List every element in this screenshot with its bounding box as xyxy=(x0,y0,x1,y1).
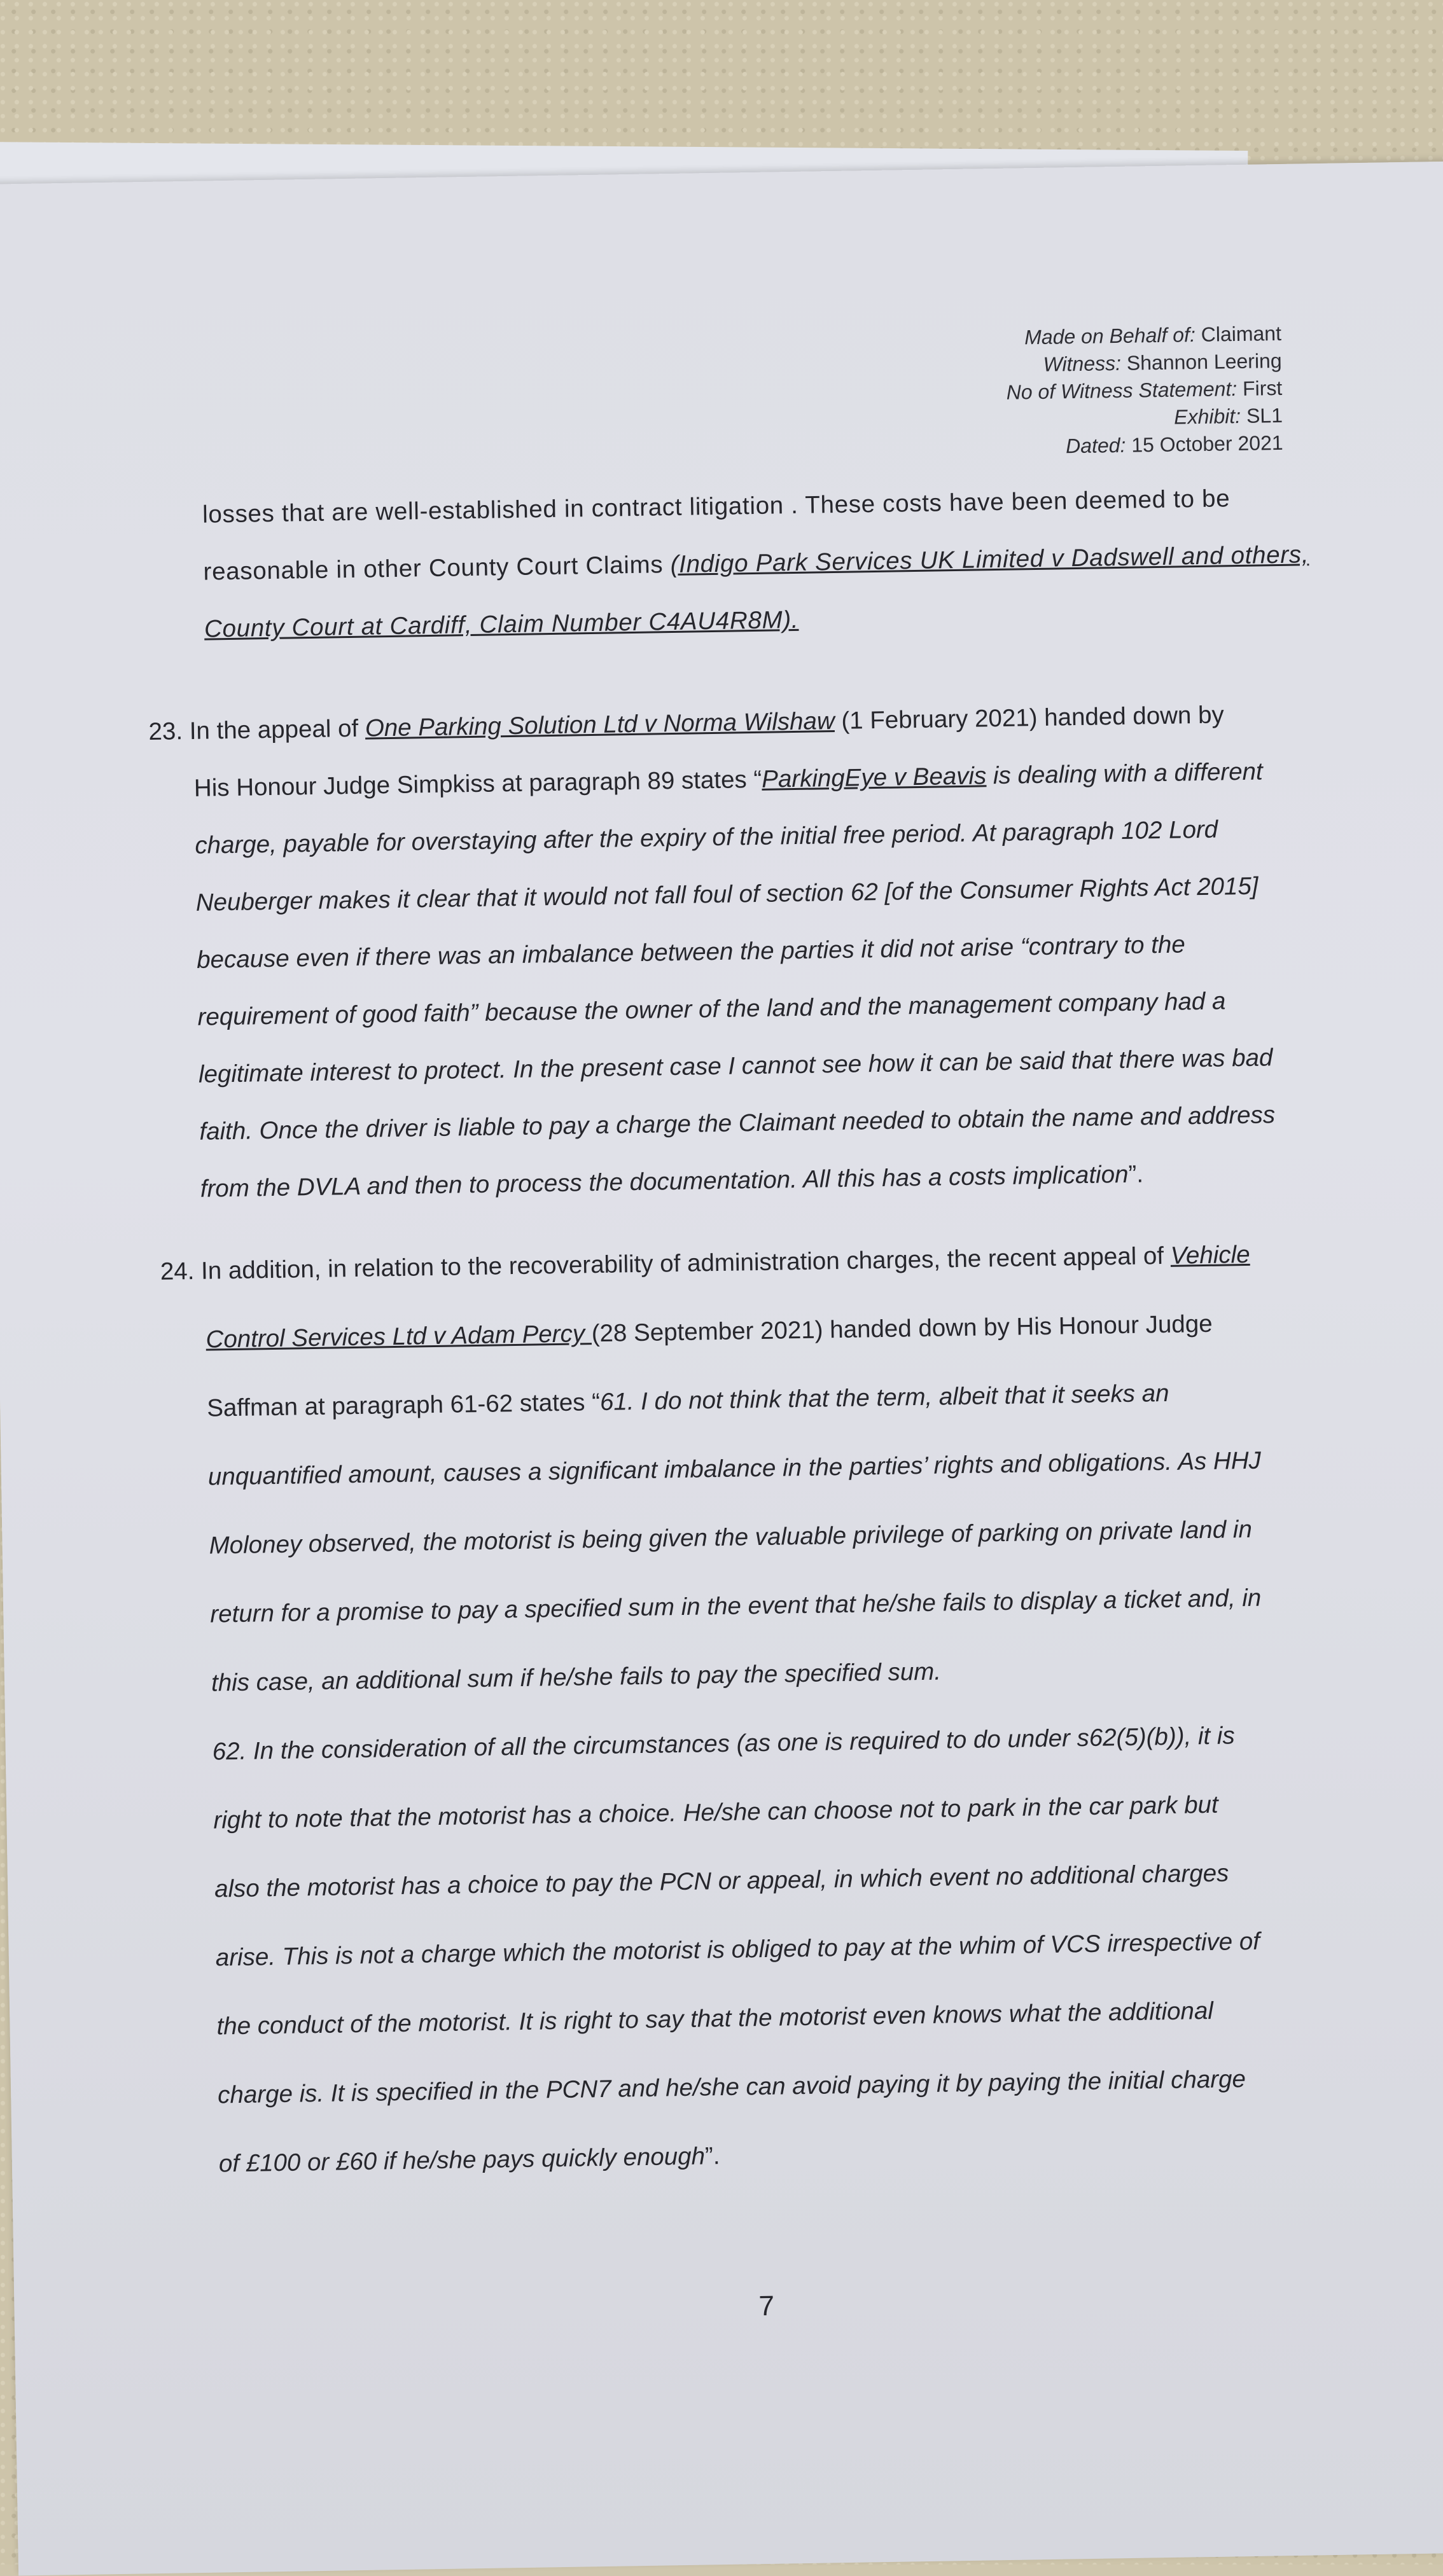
made-on-behalf-line: Made on Behalf of: Claimant xyxy=(1024,321,1282,349)
witness-statement-header xyxy=(1005,320,1283,461)
case-citation-indigo: (Indigo Park Services UK Limited v Dadswell and others, xyxy=(670,541,1309,579)
exhibit-line: Exhibit: SL1 xyxy=(1173,403,1283,429)
case-citation-cardiff: County Court at Cardiff, Claim Number C4AU4R8M). xyxy=(204,606,799,643)
witness-line: Witness: Shannon Leering xyxy=(1043,349,1282,376)
case-citation-beavis: ParkingEye v Beavis xyxy=(761,762,987,793)
dated-line: Dated: 15 October 2021 xyxy=(1065,431,1283,458)
paragraph-23: 23. In the appeal of One Parking Solution Ltd v Norma Wilshaw (1 February 2021) handed down by His Honour Judge Simpkiss at paragraph 89 states “ParkingEye v Beavis is dealing with a different charge, payable for overstaying after the expiry of the initial free period. At paragraph 102 Lord Neuberger makes it clear that it would not fall foul of section 62 [of the Consumer Rights Act 2015] because even if there was an imbalance between the parties it did not arise “contrary to the requirement of good faith” because the owner of the land and the management company had a legitimate interest to protect. In the present case I cannot see how it can be said that there was bad faith. Once the driver is liable to pay a charge the Claimant needed to obtain the name and address from the DVLA and then to process the documentation. All this has a costs implication”. xyxy=(148,701,1276,1203)
paragraph-22-continuation: losses that are well-established in contract litigation . These costs have been deemed to be reasonable in other County Court Claims (Indigo Park Services UK Limited v Dadswell and others, County Court at Cardiff, Claim Number C4AU4R8M). xyxy=(202,485,1309,643)
paragraph-24: 24. In addition, in relation to the recoverability of administration charges, the recent appeal of Vehicle Control Services Ltd v Adam Percy (28 September 2021) handed down by His Honour Judge Saffman at paragraph 61-62 states “61. I do not think that the term, albeit that it seeks an unquantified amount, causes a significant imbalance in the parties’ rights and obligations. As HHJ Moloney observed, the motorist is being given the valuable privilege of parking on private land in return for a promise to pay a specified sum in the event that he/she fails to display a ticket and, in this case, an additional sum if he/she fails to pay the specified sum. 62. In the consideration of all the circumstances (as one is required to do under s62(5)(b)), it is right to note that the motorist has a choice. He/she can choose not to park in the car park but also the motorist has a choice to pay the PCN or appeal, in which event no additional charges arise. This is not a charge which the motorist is obliged to pay at the whim of VCS irrespective of the conduct of the motorist. It is right to say that the motorist even knows what the additional charge is. It is specified in the PCN7 and he/she can avoid paying it by paying the initial charge of £100 or £60 if he/she pays quickly enough”. xyxy=(160,1240,1262,2178)
case-citation-one-parking: One Parking Solution Ltd v Norma Wilshaw xyxy=(365,707,835,742)
page-number: 7 xyxy=(758,2290,775,2322)
statement-number-line: No of Witness Statement: First xyxy=(1006,376,1283,404)
document-page xyxy=(0,161,1443,2575)
case-citation-vcs-cont: Control Services Ltd v Adam Percy xyxy=(206,1320,592,1354)
case-citation-vcs: Vehicle xyxy=(1170,1240,1250,1270)
